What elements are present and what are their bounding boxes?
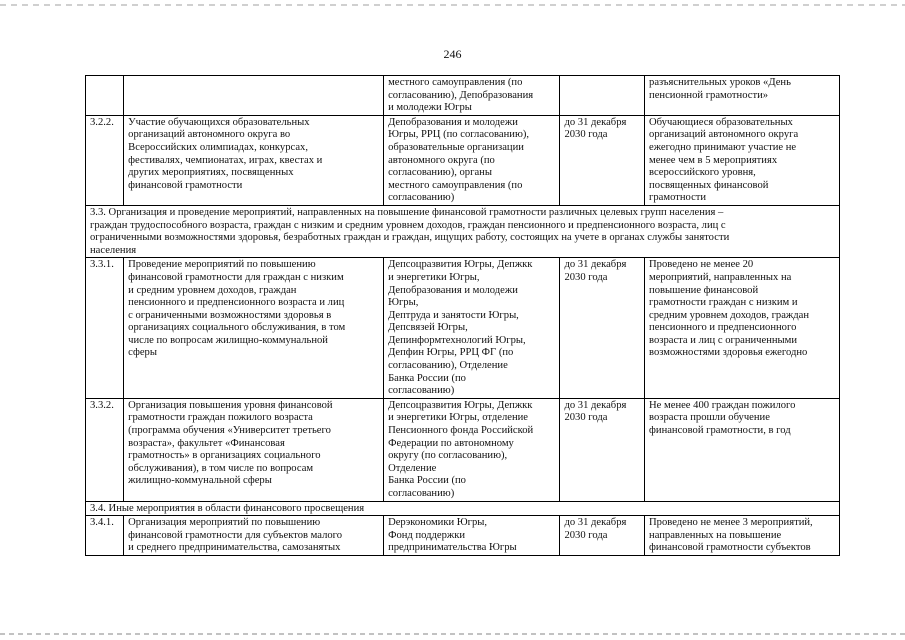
scan-edge-top [0, 4, 905, 6]
executors: Депсоцразвития Югры, Депжкк и энергетики Югры, Депобразования и молодежи Югры, Дептруда и занятости Югры, Депсвязей Югры, Депинформтехнологий Югры, Депфин Югры, РРЦ ФГ (по согласованию), Отделение Банка России (по согласованию) [384, 258, 560, 399]
measure-name: Организация повышения уровня финансовой грамотности граждан пожилого возраста (программа обучения «Университет третьего возраста», факультет «Финансовая грамотность» в организациях социального обслуживания), в том числе по вопросам жилищно-коммунальной сферы [124, 398, 384, 501]
expected-result: Обучающиеся образовательных организаций автономного округа ежегодно принимают участие не менее чем в 5 мероприятиях всероссийского уровня, посвященных финансовой грамотности [645, 115, 840, 205]
executors: Depэкономики Югры, Фонд поддержки предпринимательства Югры [384, 516, 560, 556]
table-row [86, 258, 840, 399]
table-row [86, 516, 840, 556]
expected-result: Не менее 400 граждан пожилого возраста прошли обучение финансовой грамотности, в год [645, 398, 840, 501]
row-number: 3.2.2. [86, 115, 124, 205]
executors: Депсоцразвития Югры, Депжкк и энергетики Югры, отделение Пенсионного фонда Российской Федерации по автономному округу (по согласованию), Отделение Банка России (по согласованию) [384, 398, 560, 501]
table-row [86, 76, 840, 116]
expected-result: разъяснительных уроков «День пенсионной грамотности» [645, 76, 840, 116]
page-number: 246 [443, 47, 462, 61]
expected-result: Проведено не менее 20 мероприятий, направленных на повышение финансовой грамотности граждан с низким и средним уровнем доходов, граждан пенсионного и предпенсионного возраста и лиц с ограниченными возможностями здоровья ежегодно [645, 258, 840, 399]
measure-name [124, 76, 384, 116]
deadline: до 31 декабря 2030 года [560, 398, 645, 501]
section-row [86, 205, 840, 257]
executors: местного самоуправления (по согласованию), Депобразования и молодежи Югры [384, 76, 560, 116]
section-heading: 3.4. Иные мероприятия в области финансового просвещения [86, 501, 840, 516]
expected-result: Проведено не менее 3 мероприятий, направленных на повышение финансовой грамотности субъектов [645, 516, 840, 556]
row-number: 3.4.1. [86, 516, 124, 556]
measure-name: Проведение мероприятий по повышению финансовой грамотности для граждан с низким и средним уровнем доходов, граждан пенсионного и предпенсионного возраста и лиц с ограниченными возможностями здоровья в организациях социального обслуживания, в том числе по вопросам жилищно-коммунальной сферы [124, 258, 384, 399]
table-row [86, 398, 840, 501]
section-row [86, 501, 840, 516]
measure-name: Участие обучающихся образовательных организаций автономного округа во Всероссийских олимпиадах, конкурсах, фестивалях, чемпионатах, играх, квестах и других мероприятиях, посвященных финансовой грамотности [124, 115, 384, 205]
measure-name: Организация мероприятий по повышению финансовой грамотности для субъектов малого и среднего предпринимательства, самозанятых [124, 516, 384, 556]
row-number [86, 76, 124, 116]
section-heading: 3.3. Организация и проведение мероприятий, направленных на повышение финансовой грамотности различных целевых групп населения – граждан трудоспособного возраста, граждан с низким и средним уровнем доходов, граждан пенсионного и предпенсионного возраста, лиц с ограниченными возможностями здоровья, безработных граждан и граждан, ищущих работу, состоящих на учете в органах службы занятости населения [86, 205, 840, 257]
deadline: до 31 декабря 2030 года [560, 516, 645, 556]
scan-edge-bottom [0, 633, 905, 635]
deadline: до 31 декабря 2030 года [560, 115, 645, 205]
deadline [560, 76, 645, 116]
executors: Депобразования и молодежи Югры, РРЦ (по согласованию), образовательные организации автономного округа (по согласованию), органы местного самоуправления (по согласованию) [384, 115, 560, 205]
row-number: 3.3.1. [86, 258, 124, 399]
row-number: 3.3.2. [86, 398, 124, 501]
deadline: до 31 декабря 2030 года [560, 258, 645, 399]
table-row [86, 115, 840, 205]
measures-table [85, 75, 840, 556]
